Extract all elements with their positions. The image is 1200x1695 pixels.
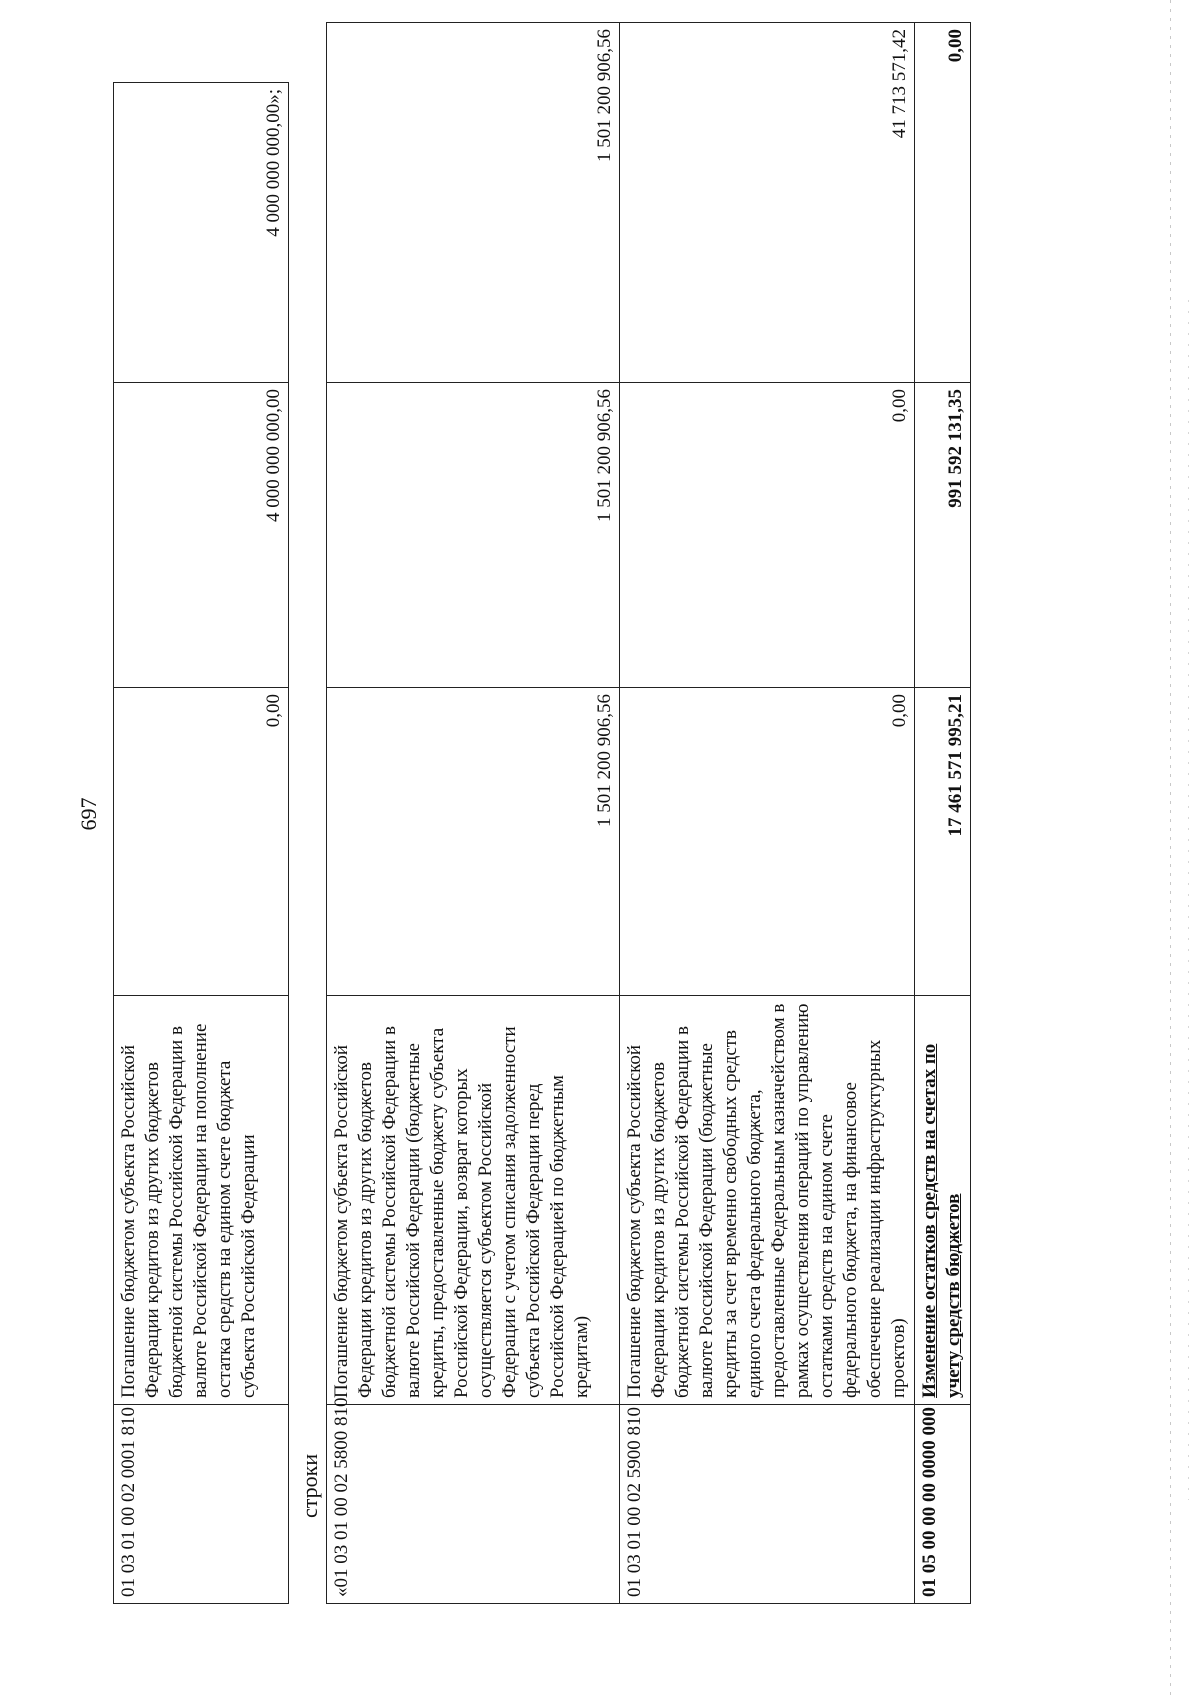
row-value-2: 0,00 bbox=[620, 383, 915, 688]
row-value-2: 4 000 000 000,00 bbox=[114, 383, 289, 688]
scan-artifact bbox=[1170, 0, 1171, 1695]
row-code: 01 05 00 00 00 0000 000 bbox=[915, 1405, 971, 1604]
row-name: Погашение бюджетом субъекта Российской Федерации кредитов из других бюджетов бюджетной системы Российской Федерации в валюте Российской Федерации (бюджетные кредиты за счет временно свободных средств единого счета федерального бюджета, предоставленные Федеральным казначейством в рамках осуществления операций по управлению остатками средств на едином счете федерального бюджета, на финансовое обеспечение реализации инфраструктурных проектов) bbox=[620, 996, 915, 1405]
row-value-2: 1 501 200 906,56 bbox=[327, 383, 620, 688]
row-value-1: 1 501 200 906,56 bbox=[327, 688, 620, 996]
row-name: Изменение остатков средств на счетах по учету средств бюджетов bbox=[915, 996, 971, 1405]
row-value-1: 17 461 571 995,21 bbox=[915, 688, 971, 996]
row-name: Погашение бюджетом субъекта Российской Федерации кредитов из других бюджетов бюджетной системы Российской Федерации в валюте Российской Федерации на пополнение остатка средств на едином счете бюджета субъекта Российской Федерации bbox=[114, 996, 289, 1405]
row-code: «01 03 01 00 02 5800 810 bbox=[327, 1405, 620, 1604]
row-code: 01 03 01 00 02 5900 810 bbox=[620, 1405, 915, 1604]
table-row bbox=[114, 83, 289, 1604]
scan-artifact bbox=[1188, 300, 1189, 1500]
page-number: 697 bbox=[76, 797, 101, 831]
table-row bbox=[620, 23, 915, 1604]
row-value-2: 991 592 131,35 bbox=[915, 383, 971, 688]
rows-label: строки bbox=[297, 1453, 322, 1518]
row-code: 01 03 01 00 02 0001 810 bbox=[114, 1405, 289, 1604]
row-value-3: 1 501 200 906,56 bbox=[327, 23, 620, 383]
rotated-content bbox=[68, 29, 1108, 1604]
row-value-3: 0,00 bbox=[915, 23, 971, 383]
row-value-1: 0,00 bbox=[114, 688, 289, 996]
row-value-1: 0,00 bbox=[620, 688, 915, 996]
row-value-3: 4 000 000 000,00»; bbox=[114, 83, 289, 383]
table-row bbox=[327, 23, 620, 1604]
row-name: Погашение бюджетом субъекта Российской Федерации кредитов из других бюджетов бюджетной системы Российской Федерации в валюте Российской Федерации (бюджетные кредиты, предоставленные бюджету субъекта Российской Федерации, возврат которых осуществляется субъектом Российской Федерации с учетом списания задолженности субъекта Российской Федерации перед Российской Федерацией по бюджетным кредитам) bbox=[327, 996, 620, 1405]
table-row bbox=[915, 23, 971, 1604]
budget-table-new-rows bbox=[326, 22, 971, 1604]
row-value-3: 41 713 571,42 bbox=[620, 23, 915, 383]
budget-table-continued bbox=[113, 82, 289, 1604]
